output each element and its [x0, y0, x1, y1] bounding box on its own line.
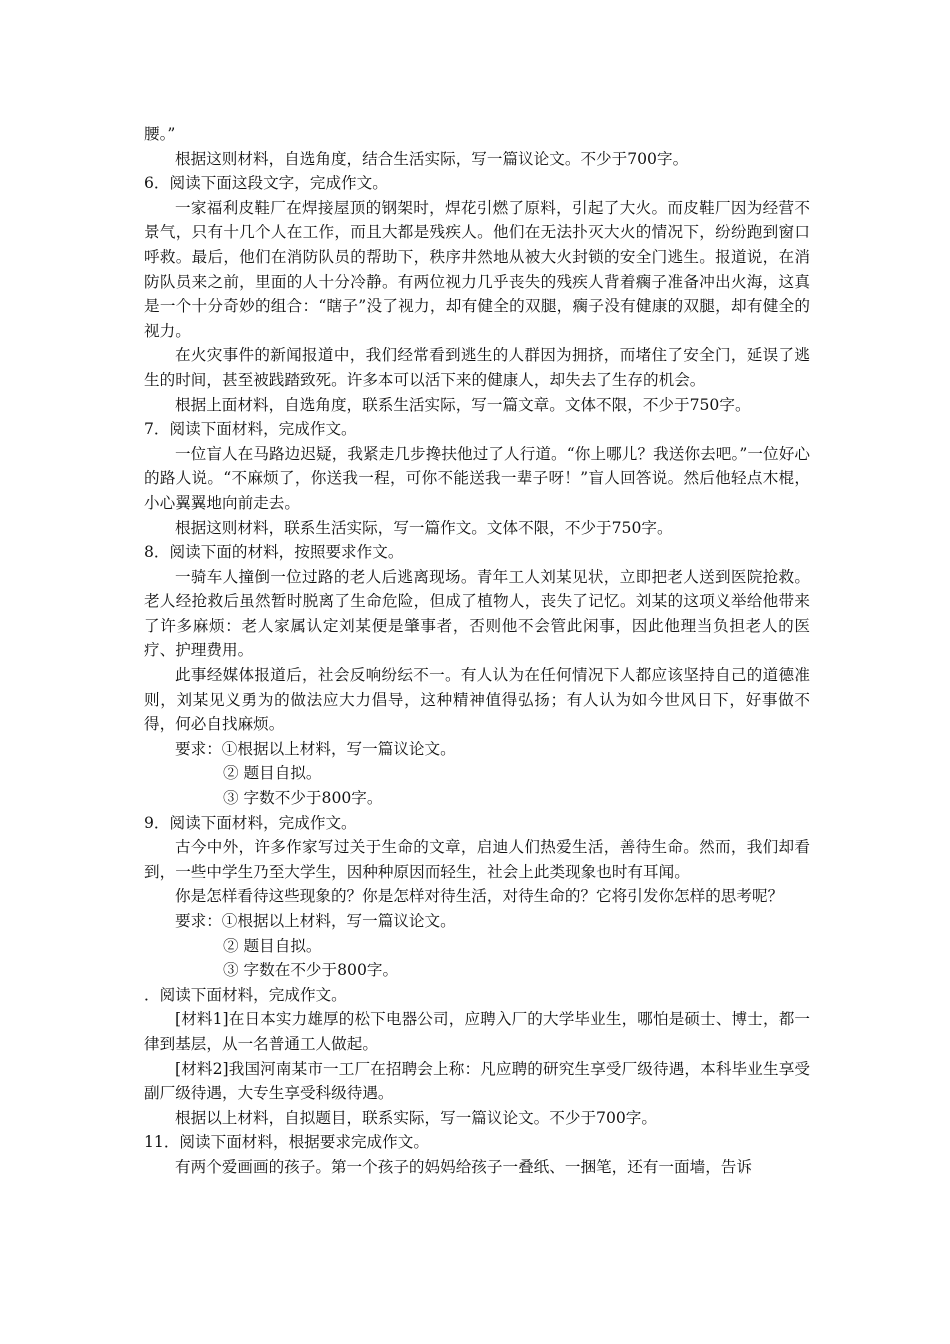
document-body	[144, 122, 810, 1180]
paragraph: 在火灾事件的新闻报道中，我们经常看到逃生的人群因为拥挤，而堵住了安全门，延误了逃生的时间，甚至被践踏致死。许多本可以活下来的健康人，却失去了生存的机会。	[144, 346, 810, 389]
question-heading: ．阅读下面材料，完成作文。	[144, 985, 347, 1004]
paragraph: 一家福利皮鞋厂在焊接屋顶的钢架时，焊花引燃了原料，引起了大火。而皮鞋厂因为经营不景气，只有十几个人在工作，而且大都是残疾人。他们在无法扑灭大火的情况下，纷纷跑到窗口呼救。最后，他们在消防队员的帮助下，秩序井然地从被大火封锁的安全门逃生。报道说，在消防队员来之前，里面的人十分冷静。有两位视力几乎丧失的残疾人背着瘸子准备冲出火海，这真是一个十分奇妙的组合：“瞎子”没了视力，却有健全的双腿，瘸子没有健康的双腿，却有健全的视力。	[144, 198, 810, 340]
requirement-line: 要求：①根据以上材料，写一篇议论文。	[175, 739, 456, 758]
paragraph: 根据以上材料，自拟题目，联系实际，写一篇议论文。不少于700字。	[175, 1108, 657, 1127]
paragraph: 根据这则材料，自选角度，结合生活实际，写一篇议论文。不少于700字。	[175, 149, 689, 168]
paragraph: 你是怎样看待这些现象的？你是怎样对待生活，对待生命的？它将引发你怎样的思考呢？	[175, 887, 784, 906]
paragraph: 一骑车人撞倒一位过路的老人后逃离现场。青年工人刘某见状，立即把老人送到医院抢救。老人经抢救后虽然暂时脱离了生命危险，但成了植物人，丧失了记忆。刘某的这项义举给他带来了许多麻烦：老人家属认定刘某便是肇事者，否则他不会管此闲事，因此他理当负担老人的医疗、护理费用。	[144, 567, 810, 660]
requirement-line: 要求：①根据以上材料，写一篇议论文。	[175, 912, 456, 930]
question-heading: 8．阅读下面的材料，按照要求作文。	[144, 543, 404, 562]
question-heading: 9．阅读下面材料，完成作文。	[144, 813, 357, 832]
paragraph: 古今中外，许多作家写过关于生命的文章，启迪人们热爱生活，善待生命。然而，我们却看到，一些中学生乃至大学生，因种种原因而轻生，社会上此类现象也时有耳闻。	[144, 838, 810, 881]
paragraph: 根据上面材料，自选角度，联系生活实际，写一篇文章。文体不限，不少于750字。	[175, 395, 751, 414]
paragraph: [材料1]在日本实力雄厚的松下电器公司，应聘入厂的大学毕业生，哪怕是硕士、博士，都一律到基层，从一名普通工人做起。	[144, 1010, 810, 1053]
question-heading: 7．阅读下面材料，完成作文。	[144, 420, 357, 439]
paragraph: 根据这则材料，联系生活实际，写一篇作文。文体不限，不少于750字。	[175, 518, 673, 537]
paragraph: 一位盲人在马路边迟疑，我紧走几步搀扶他过了人行道。“你上哪儿？我送你去吧。”一位好心的路人说。“不麻烦了，你送我一程，可你不能送我一辈子呀！”盲人回答说。然后他轻点木棍，小心翼翼地向前走去。	[144, 444, 810, 512]
paragraph: 此事经媒体报道后，社会反响纷纭不一。有人认为在任何情况下人都应该坚持自己的道德准则，刘某见义勇为的做法应大力倡导，这种精神值得弘扬；有人认为如今世风日下，好事做不得，何必自找麻烦。	[144, 666, 810, 734]
paragraph: [材料2]我国河南某市一工厂在招聘会上称：凡应聘的研究生享受厂级待遇，本科毕业生享受副厂级待遇，大专生享受科级待遇。	[144, 1059, 810, 1103]
requirement-line: ③ 字数不少于800字。	[223, 789, 383, 808]
requirement-line: ③ 字数在不少于800字。	[223, 961, 399, 980]
question-heading: 11．阅读下面材料，根据要求完成作文。	[144, 1133, 429, 1152]
requirement-line: ② 题目自拟。	[223, 936, 322, 955]
paragraph: 腰。”	[144, 125, 176, 143]
question-heading: 6．阅读下面这段文字，完成作文。	[144, 174, 388, 193]
paragraph: 有两个爱画画的孩子。第一个孩子的妈妈给孩子一叠纸、一捆笔，还有一面墙，告诉	[175, 1157, 752, 1176]
requirement-line: ② 题目自拟。	[223, 764, 322, 783]
